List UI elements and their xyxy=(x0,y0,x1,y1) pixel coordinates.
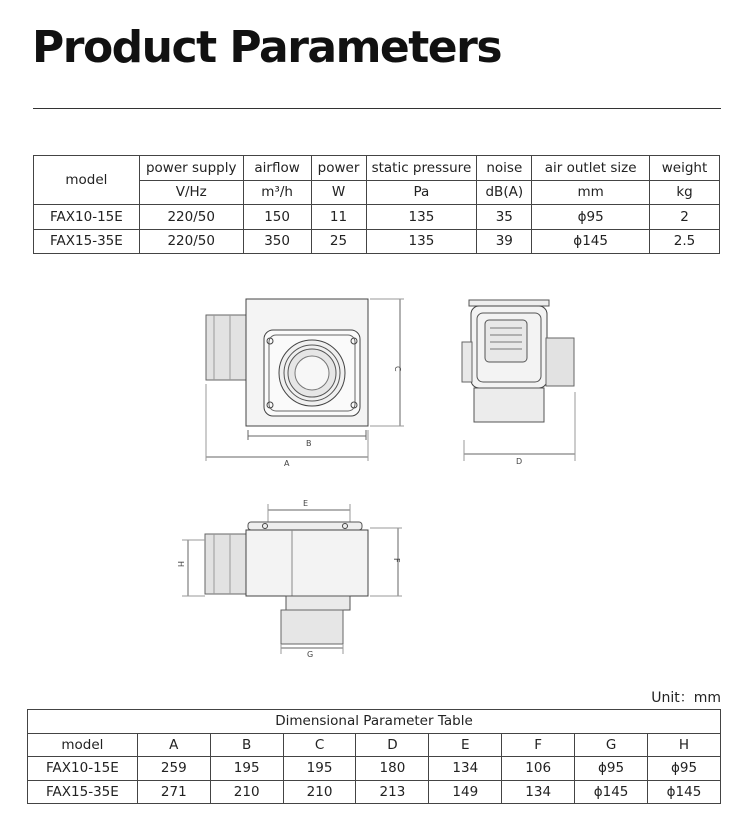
dimension-table xyxy=(27,709,721,804)
dimension-row xyxy=(28,757,721,781)
dimension-cell: 106 xyxy=(502,757,575,781)
dimension-cell: 180 xyxy=(356,757,429,781)
dimension-cell: ϕ145 xyxy=(575,780,648,804)
dimension-table-caption: Dimensional Parameter Table xyxy=(28,710,721,734)
dimension-header: model xyxy=(28,733,138,757)
dim-label-g: G xyxy=(307,650,314,659)
spec-cell: 135 xyxy=(366,205,477,230)
dimension-cell: 259 xyxy=(137,757,210,781)
spec-unit: V/Hz xyxy=(139,180,243,205)
dimension-header: F xyxy=(502,733,575,757)
dim-label-h: H xyxy=(176,561,185,568)
spec-unit: Pa xyxy=(366,180,477,205)
dimension-cell: FAX15-35E xyxy=(28,780,138,804)
spec-cell: ϕ145 xyxy=(532,229,650,254)
spec-header: static pressure xyxy=(366,156,477,181)
spec-unit: dB(A) xyxy=(477,180,532,205)
spec-header: airflow xyxy=(243,156,311,181)
spec-cell: 2.5 xyxy=(650,229,720,254)
spec-header: power xyxy=(311,156,366,181)
spec-cell: 39 xyxy=(477,229,532,254)
dim-label-f: F xyxy=(392,558,401,563)
dimension-cell: 210 xyxy=(210,780,283,804)
spec-cell: 2 xyxy=(650,205,720,230)
spec-cell: 135 xyxy=(366,229,477,254)
dimension-cell: 134 xyxy=(502,780,575,804)
dimension-cell: 195 xyxy=(210,757,283,781)
spec-cell: 220/50 xyxy=(139,205,243,230)
dimension-cell: 210 xyxy=(283,780,356,804)
dimension-header: D xyxy=(356,733,429,757)
spec-unit: kg xyxy=(650,180,720,205)
page-title: Product Parameters xyxy=(32,22,502,73)
side-view-drawing xyxy=(462,300,575,461)
dimension-header: A xyxy=(137,733,210,757)
dimension-cell: 149 xyxy=(429,780,502,804)
dimension-header: B xyxy=(210,733,283,757)
dimension-header: E xyxy=(429,733,502,757)
dimension-cell: 271 xyxy=(137,780,210,804)
spec-header: air outlet size xyxy=(532,156,650,181)
spec-cell: ϕ95 xyxy=(532,205,650,230)
spec-header: power supply xyxy=(139,156,243,181)
dimension-header: H xyxy=(648,733,721,757)
dimension-caption-row xyxy=(28,710,721,734)
dimension-header: C xyxy=(283,733,356,757)
top-view-drawing xyxy=(182,504,402,654)
spec-header: noise xyxy=(477,156,532,181)
dim-label-e: E xyxy=(303,499,309,508)
dim-label-d: D xyxy=(516,457,523,466)
dimension-cell: ϕ95 xyxy=(575,757,648,781)
spec-cell: FAX10-15E xyxy=(34,205,140,230)
dimension-header-row xyxy=(28,733,721,757)
dimension-cell: FAX10-15E xyxy=(28,757,138,781)
dimension-cell: ϕ145 xyxy=(648,780,721,804)
dimension-row xyxy=(28,780,721,804)
dimension-cell: 213 xyxy=(356,780,429,804)
dim-label-a: A xyxy=(284,459,290,468)
spec-cell: 35 xyxy=(477,205,532,230)
spec-cell: 25 xyxy=(311,229,366,254)
spec-cell: 11 xyxy=(311,205,366,230)
spec-header: weight xyxy=(650,156,720,181)
spec-cell: 220/50 xyxy=(139,229,243,254)
spec-unit: W xyxy=(311,180,366,205)
dimension-cell: 134 xyxy=(429,757,502,781)
dim-label-b: B xyxy=(306,439,312,448)
dimension-cell: ϕ95 xyxy=(648,757,721,781)
dim-label-c: C xyxy=(393,366,402,372)
spec-cell: FAX15-35E xyxy=(34,229,140,254)
front-view-drawing xyxy=(206,299,404,461)
spec-model-header: model xyxy=(34,156,140,205)
spec-cell: 150 xyxy=(243,205,311,230)
dimension-header: G xyxy=(575,733,648,757)
spec-unit: mm xyxy=(532,180,650,205)
spec-unit: m³/h xyxy=(243,180,311,205)
spec-cell: 350 xyxy=(243,229,311,254)
dimension-cell: 195 xyxy=(283,757,356,781)
unit-note: Unit：mm xyxy=(651,690,721,706)
